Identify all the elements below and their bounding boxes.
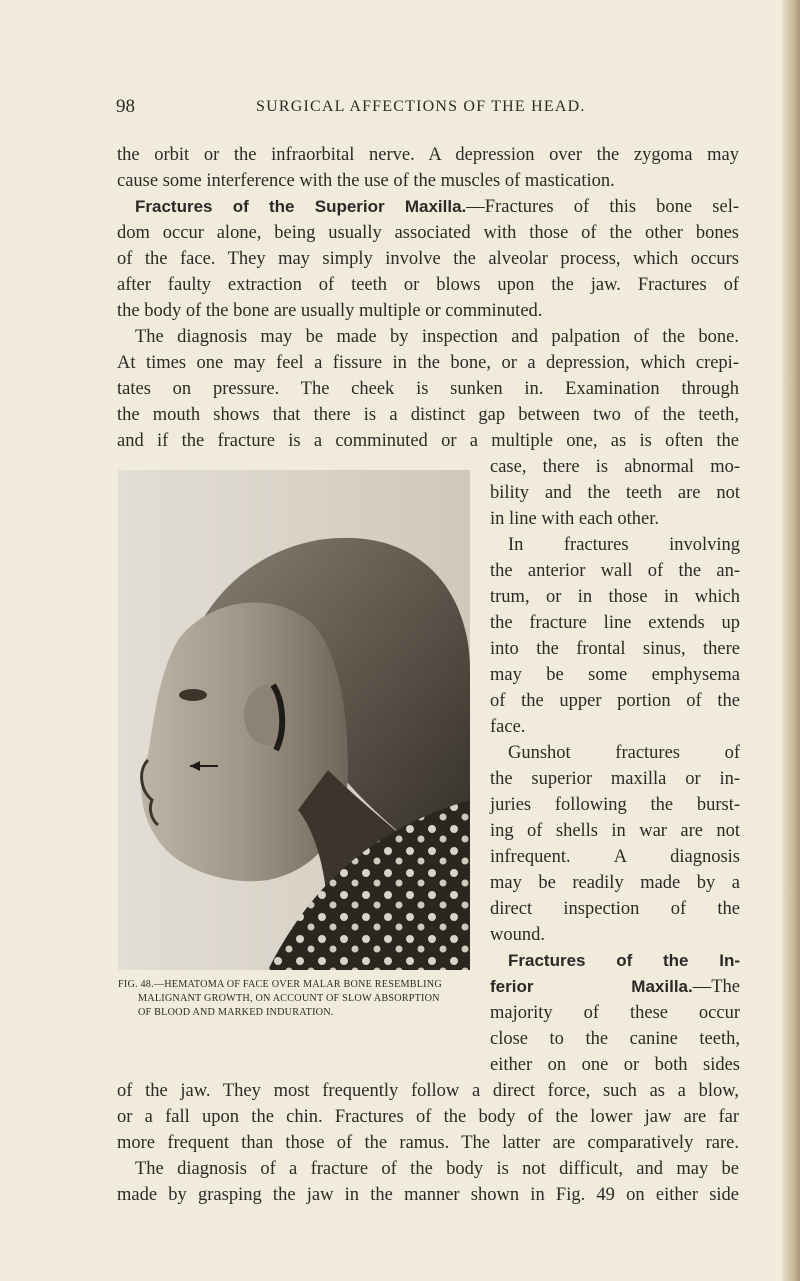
side-line: into the frontal sinus, there (490, 639, 740, 659)
page-number: 98 (116, 96, 135, 117)
body-line: of the jaw. They most frequently follow a direct force, such as a blow, (117, 1081, 739, 1101)
body-line: of the face. They may simply involve the alveolar process, which occurs (117, 249, 739, 269)
side-line: ing of shells in war are not (490, 821, 740, 841)
side-line: majority of these occur (490, 1003, 740, 1023)
body-line: dom occur alone, being usually associated with those of the other bones (117, 223, 739, 243)
side-line: either on one or both sides (490, 1055, 740, 1075)
body-line: made by grasping the jaw in the manner shown in Fig. 49 on either side (117, 1185, 739, 1205)
body-text: —The (692, 977, 740, 997)
body-line: more frequent than those of the ramus. The latter are comparatively rare. (117, 1133, 739, 1153)
body-line: The diagnosis may be made by inspection and palpation of the bone. (135, 327, 739, 347)
figure-caption-line: FIG. 48.—HEMATOMA OF FACE OVER MALAR BONE RESEMBLING (118, 979, 442, 990)
body-line: the mouth shows that there is a distinct gap between two of the teeth, (117, 405, 739, 425)
inferior-heading-part-2: ferior Maxilla. (490, 977, 693, 996)
inferior-heading-part-1: Fractures of the In- (508, 951, 740, 970)
side-line: close to the canine teeth, (490, 1029, 740, 1049)
page-edge (782, 0, 800, 1281)
side-line: juries following the burst- (490, 795, 740, 815)
side-line: may be readily made by a (490, 873, 740, 893)
side-line: case, there is abnormal mo- (490, 457, 740, 477)
body-line: tates on pressure. The cheek is sunken in. Examination through (117, 379, 739, 399)
side-line: in line with each other. (490, 509, 660, 529)
body-line: cause some interference with the use of the muscles of mastication. (117, 171, 615, 191)
figure-caption-line: MALIGNANT GROWTH, ON ACCOUNT OF SLOW ABSORPTION (138, 993, 440, 1004)
paragraph-superior-maxilla (117, 194, 739, 220)
side-line: bility and the teeth are not (490, 483, 740, 503)
side-line: direct inspection of the (490, 899, 740, 919)
body-line: or a fall upon the chin. Fractures of the body of the lower jaw are far (117, 1107, 739, 1127)
side-line: the anterior wall of the an- (490, 561, 740, 581)
side-line: infrequent. A diagnosis (490, 847, 740, 867)
side-line: face. (490, 717, 526, 737)
figure-caption-line: OF BLOOD AND MARKED INDURATION. (138, 1007, 334, 1018)
side-line: In fractures involving (508, 535, 740, 555)
body-text: —Fractures of this bone sel- (466, 197, 739, 217)
side-line: of the upper portion of the (490, 691, 740, 711)
side-line: may be some emphysema (490, 665, 740, 685)
portrait-photo (118, 470, 470, 970)
body-line: and if the fracture is a comminuted or a multiple one, as is often the (117, 431, 739, 451)
running-head: SURGICAL AFFECTIONS OF THE HEAD. (256, 98, 586, 115)
side-line: trum, or in those in which (490, 587, 740, 607)
figure-48-photo (118, 470, 470, 970)
body-line: the orbit or the infraorbital nerve. A depression over the zygoma may (117, 145, 739, 165)
body-line: The diagnosis of a fracture of the body is not difficult, and may be (135, 1159, 739, 1179)
eye (179, 689, 207, 701)
body-line: after faulty extraction of teeth or blows upon the jaw. Fractures of (117, 275, 739, 295)
side-line: the fracture line extends up (490, 613, 740, 633)
page-header (116, 96, 740, 122)
side-line: Gunshot fractures of (508, 743, 740, 763)
body-line: the body of the bone are usually multiple or comminuted. (117, 301, 543, 321)
section-heading-superior-maxilla: Fractures of the Superior Maxilla. (135, 197, 467, 216)
section-heading-inferior-maxilla (490, 948, 740, 974)
body-line: At times one may feel a fissure in the bone, or a depression, which crepi- (117, 353, 739, 373)
paragraph-inferior-maxilla (490, 974, 740, 1000)
side-line: wound. (490, 925, 545, 945)
side-line: the superior maxilla or in- (490, 769, 740, 789)
